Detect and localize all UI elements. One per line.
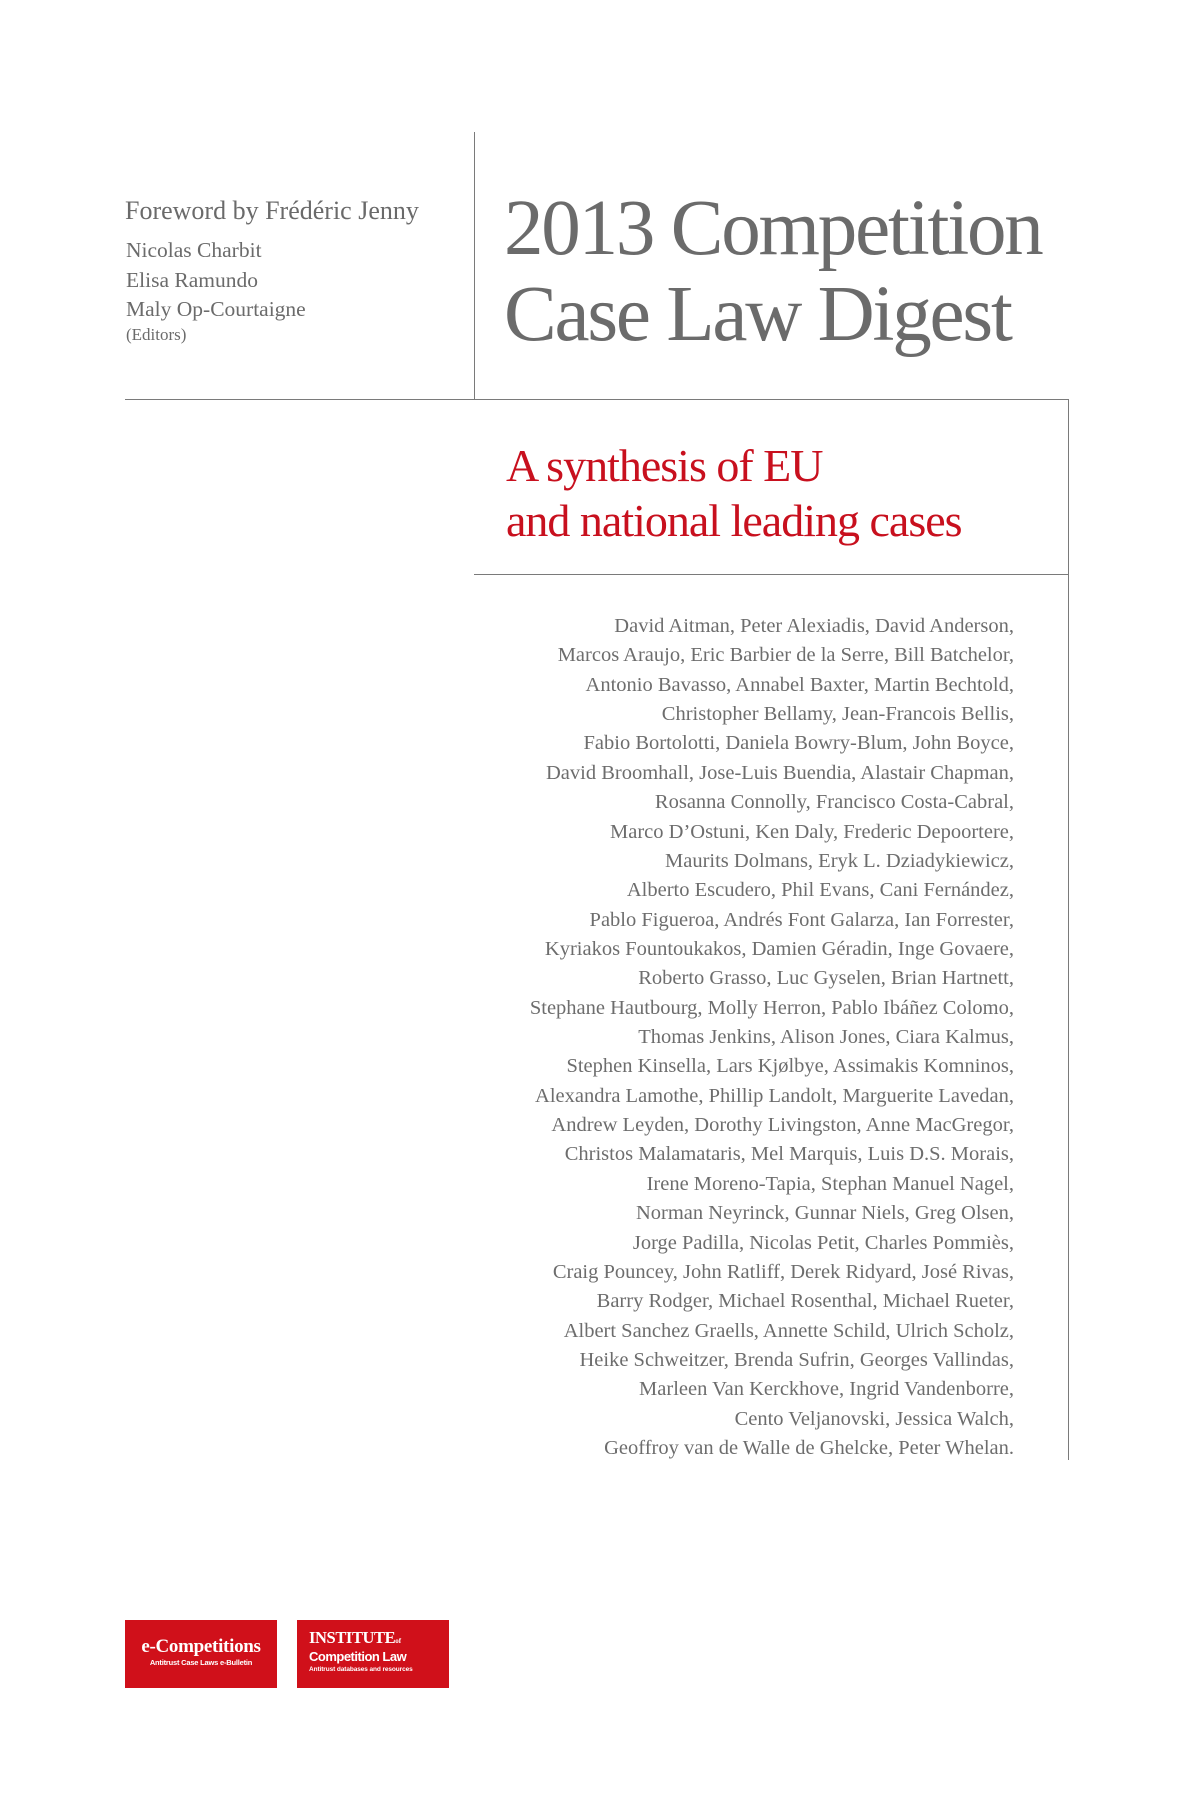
book-subtitle-line: and national leading cases	[506, 495, 962, 546]
contributors-line: David Aitman, Peter Alexiadis, David Anderson,	[614, 615, 1014, 637]
contributors-line: Andrew Leyden, Dorothy Livingston, Anne MacGregor,	[551, 1114, 1014, 1137]
editor-name: Nicolas Charbit	[126, 238, 262, 262]
contributors-line: Rosanna Connolly, Francisco Costa-Cabral,	[654, 791, 1014, 814]
content-right-rule	[1068, 399, 1069, 1460]
e-competitions-logo	[125, 1620, 277, 1688]
contributors-line: Fabio Bortolotti, Daniela Bowry-Blum, John Boyce,	[583, 732, 1014, 755]
book-title-line: Case Law Digest	[504, 271, 1011, 358]
icl-logo-name-bottom: Competition Law	[309, 1649, 407, 1664]
e-competitions-logo-tagline: Antitrust Case Laws e-Bulletin	[149, 1658, 253, 1667]
icl-logo-institute: INSTITUTE	[309, 1628, 396, 1647]
contributors-line: Marleen Van Kerckhove, Ingrid Vandenborre,	[639, 1378, 1014, 1401]
contributors-line: Christopher Bellamy, Jean-Francois Bellis,	[661, 703, 1014, 726]
contributors-line: Kyriakos Fountoukakos, Damien Géradin, Inge Govaere,	[544, 937, 1014, 960]
contributors-line: Barry Rodger, Michael Rosenthal, Michael Rueter,	[596, 1290, 1014, 1313]
book-title	[504, 186, 1042, 358]
header-bottom-rule	[125, 399, 1069, 400]
book-subtitle-line: A synthesis of EU	[506, 440, 823, 491]
book-subtitle	[506, 438, 962, 548]
contributors-line: Roberto Grasso, Luc Gyselen, Brian Hartnett,	[638, 967, 1014, 990]
contributors-line: Marcos Araujo, Eric Barbier de la Serre, Bill Batchelor,	[557, 644, 1014, 667]
contributors-line: David Broomhall, Jose-Luis Buendia, Alastair Chapman,	[545, 761, 1014, 784]
contributors-line: Pablo Figueroa, Andrés Font Galarza, Ian Forrester,	[589, 908, 1014, 931]
contributors-line: Marco D’Ostuni, Ken Daly, Frederic Depoortere,	[610, 820, 1014, 843]
contributors-line: Maurits Dolmans, Eryk L. Dziadykiewicz,	[665, 849, 1014, 872]
contributors-line: Stephen Kinsella, Lars Kjølbye, Assimakis Komninos,	[566, 1055, 1014, 1078]
contributors-line: Alberto Escudero, Phil Evans, Cani Fernández,	[626, 879, 1014, 902]
contributors-line: Christos Malamataris, Mel Marquis, Luis D.S. Morais,	[564, 1143, 1014, 1166]
icl-logo-tagline: Antitrust databases and resources	[309, 1666, 413, 1673]
icl-logo-name-top	[309, 1620, 449, 1649]
contributors-line: Albert Sanchez Graells, Annette Schild, Ulrich Scholz,	[563, 1319, 1014, 1342]
subtitle-bottom-rule	[474, 574, 1069, 575]
contributors-line: Cento Veljanovski, Jessica Walch,	[734, 1407, 1014, 1430]
contributors-line: Antonio Bavasso, Annabel Baxter, Martin Bechtold,	[585, 673, 1014, 696]
contributors-line: Geoffroy van de Walle de Ghelcke, Peter Whelan.	[604, 1437, 1014, 1460]
icl-logo-of: of	[395, 1637, 402, 1645]
editors-role-label: (Editors)	[126, 324, 187, 344]
contributors-line: Heike Schweitzer, Brenda Sufrin, Georges Vallindas,	[579, 1348, 1014, 1371]
contributors-line: Stephane Hautbourg, Molly Herron, Pablo Ibáñez Colomo,	[529, 996, 1014, 1019]
contributors-line: Jorge Padilla, Nicolas Petit, Charles Pommiès,	[632, 1231, 1014, 1254]
book-title-line: 2013 Competition	[504, 185, 1042, 272]
contributors-list	[530, 612, 1014, 1463]
editor-name: Elisa Ramundo	[126, 267, 258, 292]
contributors-line: Irene Moreno-Tapia, Stephan Manuel Nagel,	[646, 1172, 1014, 1195]
contributors-line: Norman Neyrinck, Gunnar Niels, Greg Olsen,	[635, 1202, 1014, 1225]
foreword-credit: Foreword by Frédéric Jenny	[125, 196, 419, 225]
contributors-line: Thomas Jenkins, Alison Jones, Ciara Kalmus,	[638, 1026, 1014, 1049]
editor-name: Maly Op-Courtaigne	[126, 297, 306, 321]
title-left-rule	[474, 132, 475, 400]
institute-of-competition-law-logo	[297, 1620, 449, 1688]
e-competitions-logo-name: e-Competitions	[141, 1636, 261, 1657]
contributors-line: Alexandra Lamothe, Phillip Landolt, Marguerite Lavedan,	[535, 1084, 1014, 1107]
contributors-line: Craig Pouncey, John Ratliff, Derek Ridyard, José Rivas,	[552, 1260, 1014, 1283]
editors-list	[126, 236, 306, 347]
